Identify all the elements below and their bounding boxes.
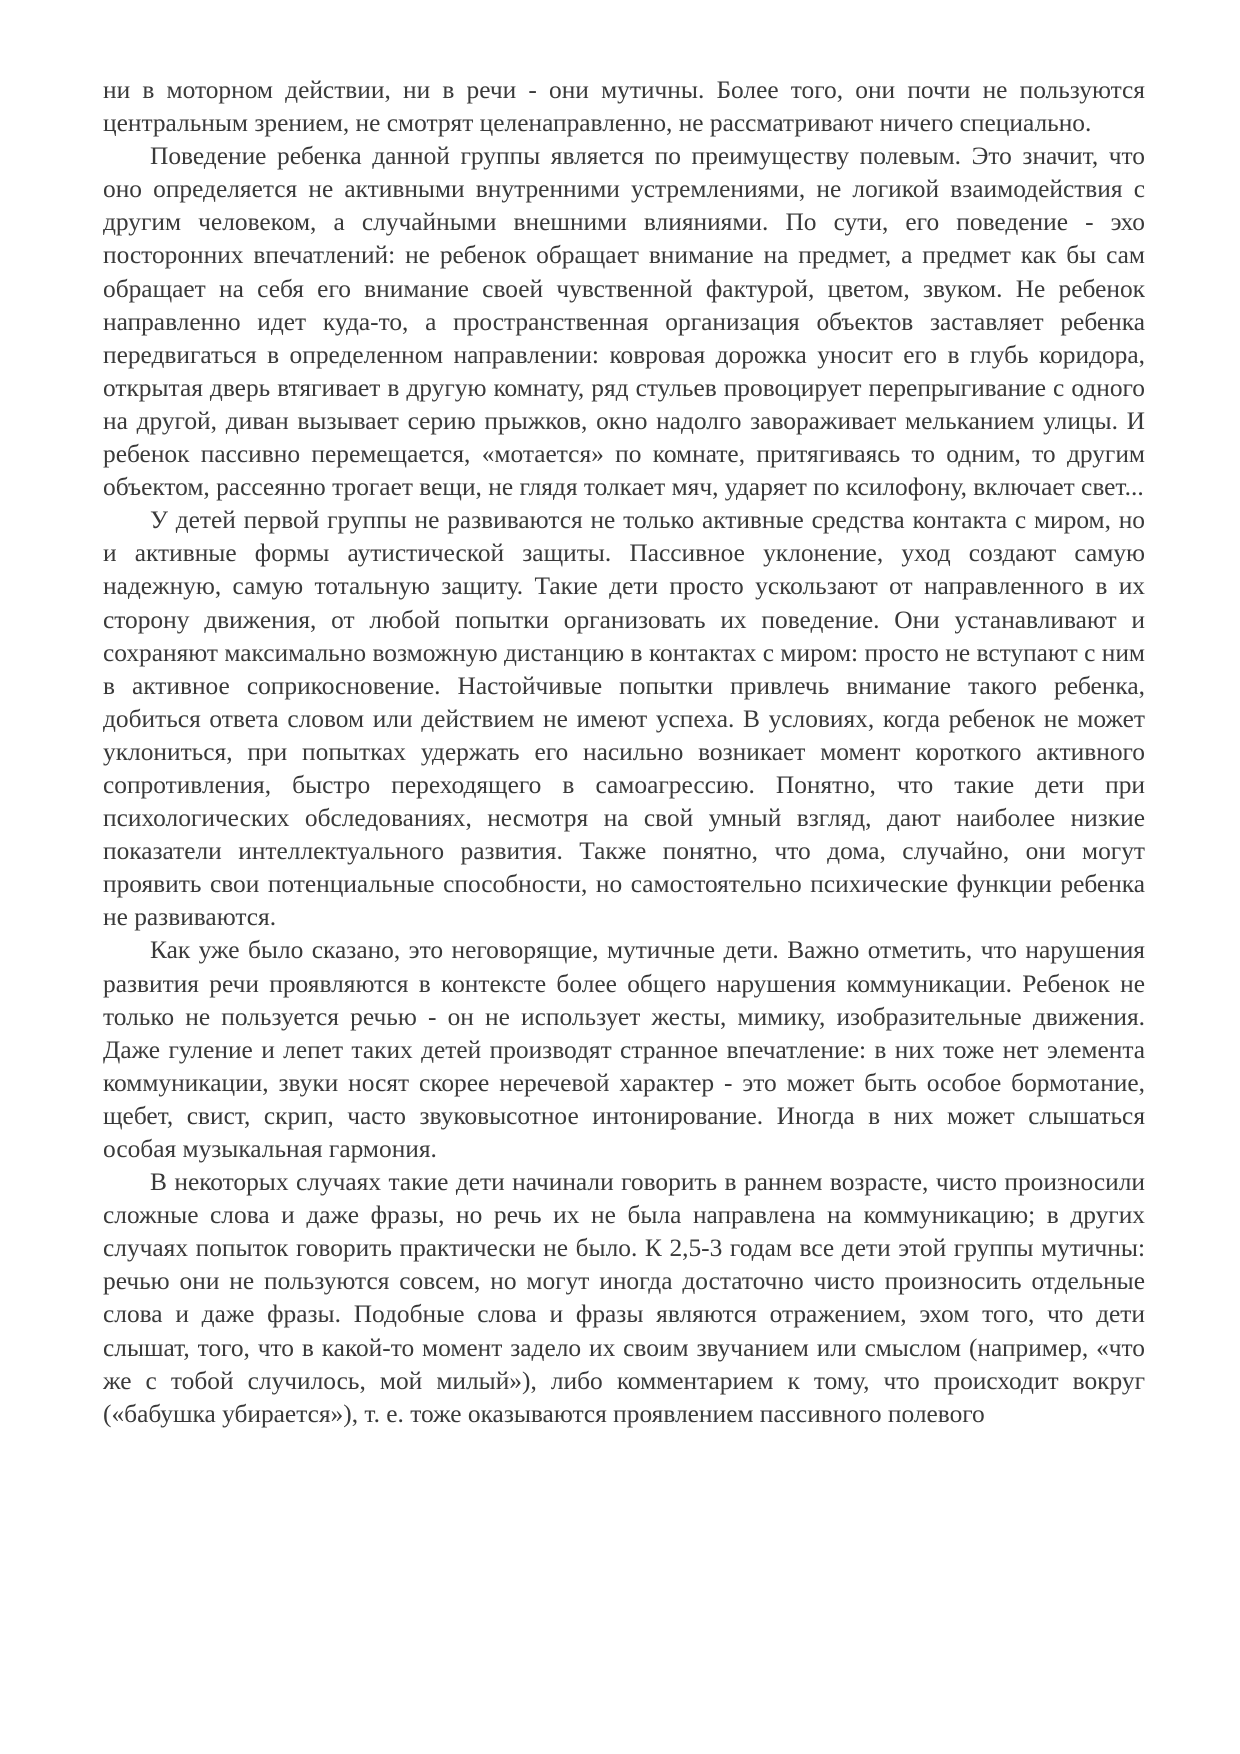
paragraph-early-speech: В некоторых случаях такие дети начинали говорить в раннем возрасте, чисто произносили сложные слова и даже фразы, но речь их не была направлена на коммуникацию; в других случаях попыток говорить практически не было. К 2,5-3 годам все дети этой группы мутичны: речью они не пользуются совсем, но могут иногда достаточно чисто произносить отдельные слова и даже фразы. Подобные слова и фразы являются отражением, эхом того, что дети слышат, того, что в какой-то момент задело их своим звучанием или смыслом (например, «что же с тобой случилось, мой милый»), либо комментарием к тому, что происходит вокруг («бабушка убирается»), т. е. тоже оказываются проявлением пассивного полевого bbox=[103, 1168, 1145, 1428]
paragraph-autistic-defense: У детей первой группы не развиваются не только активные средства контакта с миром, но и активные формы аутистической защиты. Пассивное уклонение, уход создают самую надежную, самую тотальную защиту. Такие дети просто ускользают от направленного в их сторону движения, от любой попытки организовать их поведение. Они устанавливают и сохраняют максимально возможную дистанцию в контактах с миром: просто не вступают с ним в активное соприкосновение. Настойчивые попытки привлечь внимание такого ребенка, добиться ответа словом или действием не имеют успеха. В условиях, когда ребенок не может уклониться, при попытках удержать его насильно возникает момент короткого активного сопротивления, быстро переходящего в самоагрессию. Понятно, что такие дети при психологических обследованиях, несмотря на свой умный взгляд, дают наиболее низкие показатели интеллектуального развития. Также понятно, что дома, случайно, они могут проявить свои потенциальные способности, но самостоятельно психические функции ребенка не развиваются. bbox=[103, 506, 1145, 932]
paragraph-field-behavior: Поведение ребенка данной группы является по преимуществу полевым. Это значит, что оно определяется не активными внутренними устремлениями, не логикой взаимодействия с другим человеком, а случайными внешними влияниями. По сути, его поведение - эхо посторонних впечатлений: не ребенок обращает внимание на предмет, а предмет как бы сам обращает на себя его внимание своей чувственной фактурой, цветом, звуком. Не ребенок направленно идет куда-то, а пространственная организация объектов заставляет ребенка передвигаться в определенном направлении: ковровая дорожка уносит его в глубь коридора, открытая дверь втягивает в другую комнату, ряд стульев провоцирует перепрыгивание с одного на другой, диван вызывает серию прыжков, окно надолго завораживает мельканием улицы. И ребенок пассивно перемещается, «мотается» по комнате, притягиваясь то одним, то другим объектом, рассеянно трогает вещи, не глядя толкает мяч, ударяет по ксилофону, включает свет... bbox=[103, 142, 1145, 502]
paragraph-continuation: ни в моторном действии, ни в речи - они мутичны. Более того, они почти не пользуются центральным зрением, не смотрят целенаправленно, не рассматривают ничего специально. bbox=[103, 76, 1145, 138]
paragraph-speech-communication: Как уже было сказано, это неговорящие, мутичные дети. Важно отметить, что нарушения развития речи проявляются в контексте более общего нарушения коммуникации. Ребенок не только не пользуется речью - он не использует жесты, мимику, изобразительные движения. Даже гуление и лепет таких детей производят странное впечатление: в них тоже нет элемента коммуникации, звуки носят скорее неречевой характер - это может быть особое бормотание, щебет, свист, скрип, часто звуковысотное интонирование. Иногда в них может слышаться особая музыкальная гармония. bbox=[103, 936, 1145, 1163]
body-text bbox=[103, 74, 1145, 1431]
